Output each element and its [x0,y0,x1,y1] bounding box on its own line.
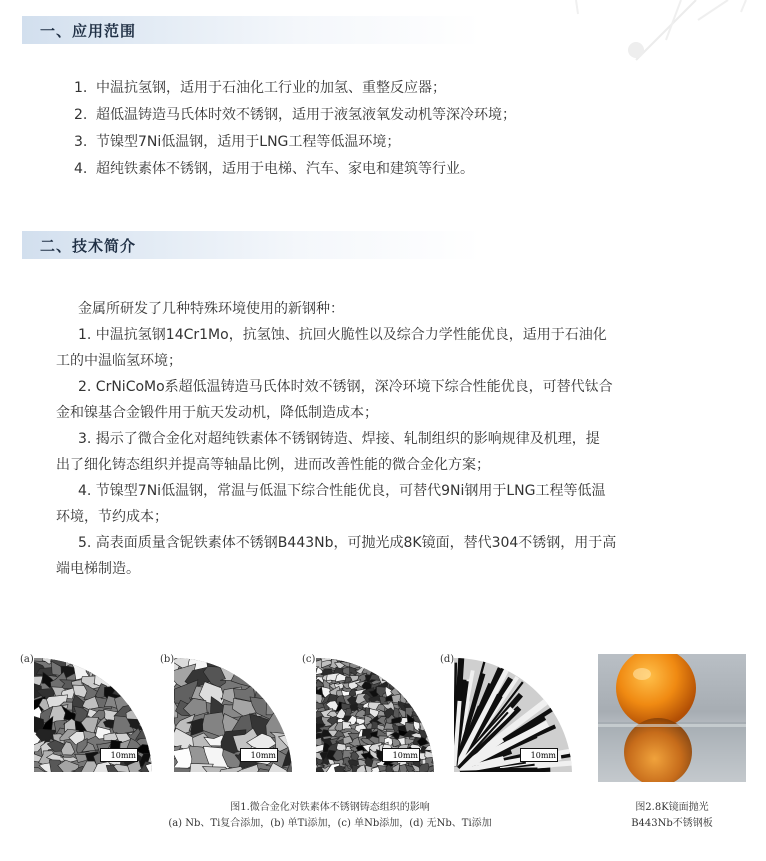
micrograph-d [440,654,576,772]
application-list [74,76,734,184]
paragraph-line: 金和镍基合金锻件用于航天发动机，降低制造成本； [56,405,378,421]
scale-label: 10mm [530,751,556,760]
list-item [74,157,734,184]
panel-label: (c) [302,654,316,665]
section-title: 二、技术简介 [40,237,137,255]
paragraph-line: 出了细化铸态组织并提高等轴晶比例，进而改善性能的微合金化方案； [56,457,490,473]
item-text: 节镍型7Ni低温钢，适用于LNG工程等低温环境； [96,134,401,150]
caption-line: (a) Nb、Ti复合添加，(b) 单Ti添加，(c) 单Nb添加，(d) 无Nb、Ti添加 [168,818,492,829]
panel-label: (b) [160,654,175,665]
panel-label: (a) [20,654,34,665]
micrograph-a [20,654,156,772]
list-item [74,130,734,157]
paragraph-line: 1. 中温抗氢钢14Cr1Mo，抗氢蚀、抗回火脆性以及综合力学性能优良，适用于石油化 [78,327,607,343]
figure2-caption [598,800,746,832]
scale-label: 10mm [250,751,276,760]
scale-label: 10mm [110,751,136,760]
item-text: 超纯铁素体不锈钢，适用于电梯、汽车、家电和建筑等行业。 [96,161,474,177]
item-number: 1. [74,80,88,96]
paragraph-line: 工的中温临氢环境； [56,353,182,369]
paragraph-line: 2. CrNiCoMo系超低温铸造马氏体时效不锈钢，深冷环境下综合性能优良，可替代钛合 [78,379,613,395]
caption-line: B443Nb不锈钢板 [631,818,713,829]
micrograph-b [160,654,296,772]
list-item [74,103,734,130]
oranges-reflection-image [598,654,746,782]
scale-label: 10mm [392,751,418,760]
caption-line: 图2.8K镜面抛光 [635,802,709,813]
micrograph-c [302,654,438,772]
item-number: 3. [74,134,88,150]
section-header-applications [22,16,482,44]
list-item [74,76,734,103]
panel-label: (d) [440,654,455,665]
polished-steel-photo [598,654,746,782]
item-number: 2. [74,107,88,123]
item-text: 超低温铸造马氏体时效不锈钢，适用于液氢液氧发动机等深冷环境； [96,107,516,123]
figure1-caption [110,800,550,832]
decorative-lines [466,0,766,70]
intro-line: 金属所研发了几种特殊环境使用的新钢种： [78,301,344,317]
section-header-tech-intro [22,231,482,259]
paragraph-line: 端电梯制造。 [56,561,140,577]
tech-intro-body [56,296,716,582]
paragraph-line: 4. 节镍型7Ni低温钢，常温与低温下综合性能优良，可替代9Ni钢用于LNG工程等低温 [78,483,606,499]
paragraph-line: 环境，节约成本； [56,509,168,525]
section-title: 一、应用范围 [40,22,137,40]
paragraph-line: 5. 高表面质量含铌铁素体不锈钢B443Nb，可抛光成8K镜面，替代304不锈钢，用于高 [78,535,617,551]
caption-line: 图1.微合金化对铁素体不锈钢铸态组织的影响 [230,802,430,813]
figures-area [0,648,766,861]
item-text: 中温抗氢钢，适用于石油化工行业的加氢、重整反应器； [96,80,446,96]
item-number: 4. [74,161,88,177]
paragraph-line: 3. 揭示了微合金化对超纯铁素体不锈钢铸造、焊接、轧制组织的影响规律及机理，提 [78,431,600,447]
